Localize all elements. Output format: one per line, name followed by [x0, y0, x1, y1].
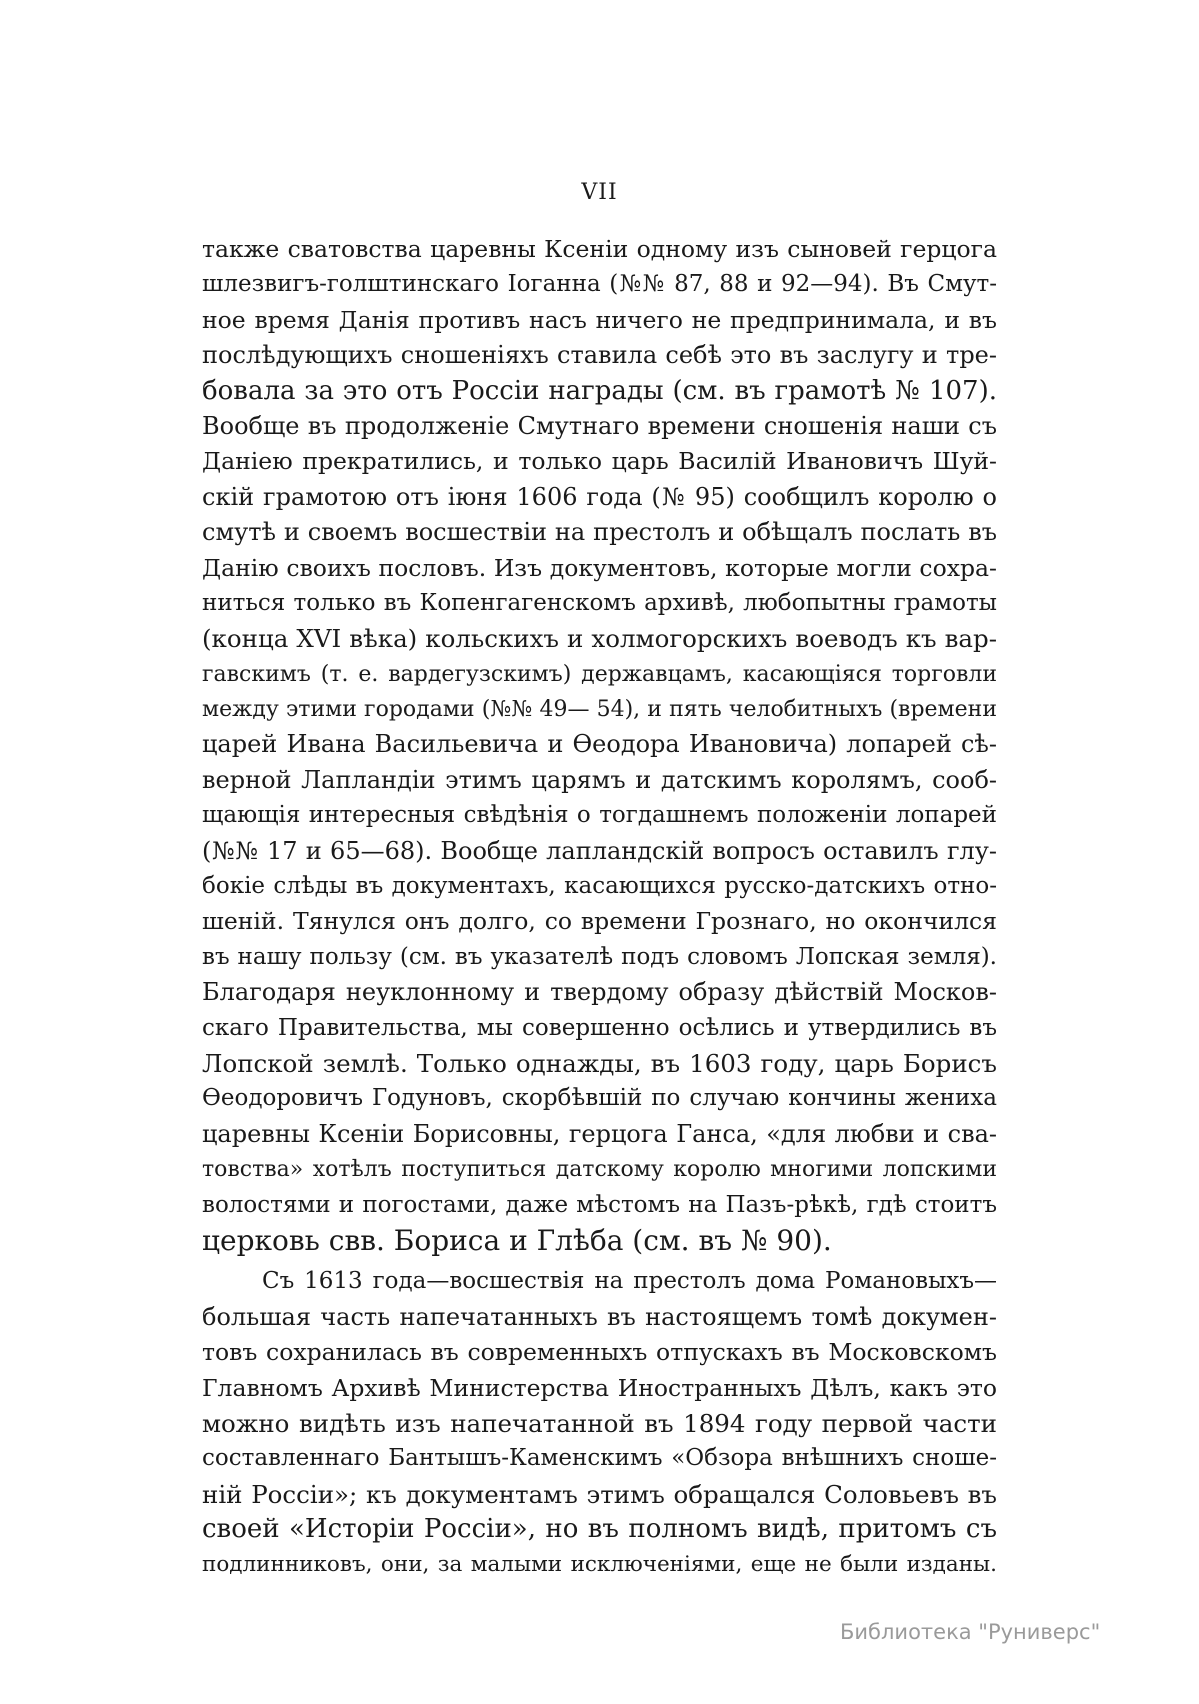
- text-line: Лопской землѣ. Только однажды, въ 1603 году, царь Борисъ: [202, 1048, 997, 1078]
- text-line: товъ сохранилась въ современныхъ отпускахъ въ Московскомъ: [202, 1338, 997, 1367]
- text-line: послѣдующихъ сношеніяхъ ставила себѣ это въ заслугу и тре-: [202, 341, 997, 370]
- text-line: Благодаря неуклонному и твердому образу дѣйствій Москов-: [202, 978, 997, 1007]
- paragraph-2: [202, 1264, 997, 1583]
- text-line: между этими городами (№№ 49— 54), и пять челобитныхъ (времени: [202, 697, 997, 723]
- text-line: ное время Данія противъ насъ ничего не предпринимала, и въ: [202, 305, 997, 334]
- paragraph-1: [202, 232, 997, 1258]
- page-number: VII: [581, 180, 618, 205]
- text-line: Даніею прекратились, и только царь Василій Ивановичъ Шуй-: [202, 447, 997, 476]
- text-line: Ѳеодоровичъ Годуновъ, скорбѣвшій по случаю кончины жениха: [202, 1085, 997, 1112]
- text-line: большая часть напечатанныхъ въ настоящемъ томѣ докумен-: [202, 1302, 997, 1331]
- text-line: (№№ 17 и 65—68). Вообще лапландскій вопросъ оставилъ глу-: [202, 836, 997, 865]
- text-line: своей «Исторіи Россіи», но въ полномъ видѣ, притомъ съ: [202, 1514, 997, 1545]
- text-line: царей Ивана Васильевича и Ѳеодора Ивановича) лопарей сѣ-: [202, 730, 997, 759]
- text-line: шлезвигъ-голштинскаго Іоганна (№№ 87, 88 и 92—94). Въ Смут-: [202, 271, 997, 298]
- body-text: [202, 232, 997, 1583]
- text-line: ниться только въ Копенгагенскомъ архивѣ, любопытны грамоты: [202, 589, 997, 616]
- text-line: можно видѣть изъ напечатанной въ 1894 году первой части: [202, 1408, 997, 1438]
- text-line: Главномъ Архивѣ Министерства Иностранныхъ Дѣлъ, какъ это: [202, 1373, 997, 1402]
- text-line: скаго Правительства, мы совершенно осѣлись и утвердились въ: [202, 1014, 997, 1041]
- text-line: бокіе слѣды въ документахъ, касающихся русско-датскихъ отно-: [202, 873, 997, 900]
- text-line: составленнаго Бантышъ-Каменскимъ «Обзора внѣшнихъ сноше-: [202, 1445, 997, 1472]
- text-line: царевны Ксеніи Борисовны, герцога Ганса, «для любви и сва-: [202, 1119, 997, 1148]
- text-line: скій грамотою отъ іюня 1606 года (№ 95) сообщилъ королю о: [202, 482, 997, 511]
- text-line: подлинниковъ, они, за малыми исключеніями, еще не были изданы.: [202, 1552, 997, 1578]
- text-line: щающія интересныя свѣдѣнія о тогдашнемъ положеніи лопарей: [202, 802, 997, 829]
- library-watermark: Библиотека "Руниверс": [840, 1620, 1101, 1644]
- text-line: шеній. Тянулся онъ долго, со времени Грознаго, но окончился: [202, 907, 997, 936]
- text-line: (конца XVI вѣка) кольскихъ и холмогорскихъ воеводъ къ вар-: [202, 624, 997, 654]
- text-line: товства» хотѣлъ поступиться датскому королю многими лопскими: [202, 1157, 997, 1183]
- text-line: Съ 1613 года—восшествія на престолъ дома Романовыхъ—: [262, 1268, 997, 1295]
- text-line: въ нашу пользу (см. въ указателѣ подъ словомъ Лопская земля).: [202, 943, 997, 970]
- text-line: Данію своихъ пословъ. Изъ документовъ, которые могли сохра-: [202, 553, 997, 582]
- text-line: также сватовства царевны Ксеніи одному изъ сыновей герцога: [202, 235, 997, 263]
- text-line: ній Россіи»; къ документамъ этимъ обращался Соловьевъ въ: [202, 1479, 997, 1509]
- text-line: бовала за это отъ Россіи награды (см. въ грамотѣ № 107).: [202, 375, 997, 406]
- text-line: смутѣ и своемъ восшествіи на престолъ и обѣщалъ послать въ: [202, 518, 997, 547]
- text-line: церковь свв. Бориса и Глѣба (см. въ № 90).: [202, 1223, 832, 1257]
- text-line: верной Лапландіи этимъ царямъ и датскимъ королямъ, сооб-: [202, 765, 997, 794]
- text-line: гавскимъ (т. е. вардегузскимъ) державцамъ, касающіяся торговли: [202, 661, 997, 687]
- text-line: Вообще въ продолженіе Смутнаго времени сношенія наши съ: [202, 411, 997, 440]
- text-line: волостями и погостами, даже мѣстомъ на Пазъ-рѣкѣ, гдѣ стоитъ: [202, 1191, 997, 1218]
